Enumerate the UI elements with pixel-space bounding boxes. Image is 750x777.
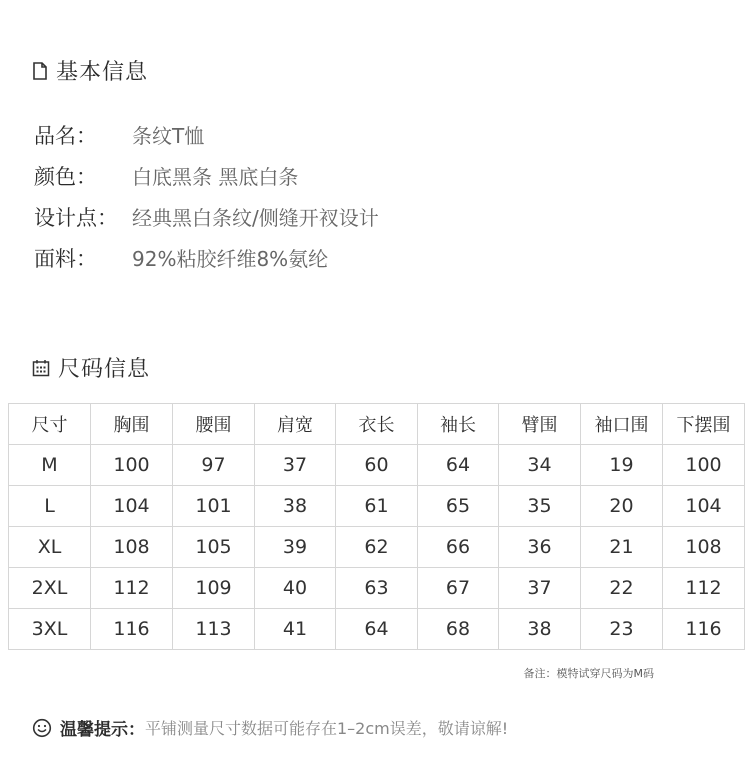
info-value: 白底黑条 黑底白条 [132, 165, 299, 189]
table-cell: 23 [581, 609, 663, 650]
table-header-cell: 臂围 [499, 404, 581, 445]
table-cell: 61 [336, 486, 418, 527]
table-cell: 109 [173, 568, 255, 609]
info-value: 条纹T恤 [132, 124, 205, 148]
tip-title: 温馨提示： [60, 720, 145, 740]
table-cell: 22 [581, 568, 663, 609]
table-cell: 38 [255, 486, 336, 527]
table-cell: 108 [663, 527, 745, 568]
info-value: 92%粘胶纤维8%氨纶 [132, 247, 329, 271]
smile-icon [32, 718, 52, 738]
table-cell: 66 [418, 527, 499, 568]
table-cell: L [9, 486, 91, 527]
table-cell: 65 [418, 486, 499, 527]
table-cell: 105 [173, 527, 255, 568]
table-header-cell: 衣长 [336, 404, 418, 445]
table-cell: 39 [255, 527, 336, 568]
table-row [9, 609, 745, 650]
basic-info-title: 基本信息 [56, 60, 149, 85]
document-icon [32, 62, 48, 80]
table-cell: 60 [336, 445, 418, 486]
table-header-cell: 肩宽 [255, 404, 336, 445]
table-cell: 37 [255, 445, 336, 486]
table-cell: 100 [663, 445, 745, 486]
table-cell: 64 [418, 445, 499, 486]
table-cell: 3XL [9, 609, 91, 650]
table-header-cell: 袖长 [418, 404, 499, 445]
table-cell: 38 [499, 609, 581, 650]
basic-info-list [34, 114, 379, 278]
table-cell: 108 [91, 527, 173, 568]
table-cell: 116 [663, 609, 745, 650]
info-row-color [34, 155, 379, 196]
info-label: 设计点： [34, 205, 118, 230]
info-value: 经典黑白条纹/侧缝开衩设计 [132, 206, 379, 230]
table-cell: 64 [336, 609, 418, 650]
size-info-title: 尺码信息 [58, 357, 151, 382]
info-label: 面料： [34, 246, 97, 271]
table-cell: XL [9, 527, 91, 568]
table-row [9, 527, 745, 568]
table-cell: 62 [336, 527, 418, 568]
table-cell: 68 [418, 609, 499, 650]
table-cell: 36 [499, 527, 581, 568]
info-row-design [34, 196, 379, 237]
table-cell: 100 [91, 445, 173, 486]
table-cell: 2XL [9, 568, 91, 609]
info-label: 品名： [34, 123, 97, 148]
table-header-cell: 袖口围 [581, 404, 663, 445]
table-cell: 19 [581, 445, 663, 486]
table-cell: M [9, 445, 91, 486]
table-header-cell: 胸围 [91, 404, 173, 445]
table-cell: 63 [336, 568, 418, 609]
calendar-icon [32, 359, 50, 377]
table-cell: 40 [255, 568, 336, 609]
size-note: 备注：模特试穿尺码为M码 [523, 667, 654, 680]
table-cell: 104 [91, 486, 173, 527]
table-cell: 34 [499, 445, 581, 486]
table-row [9, 445, 745, 486]
info-row-fabric [34, 237, 379, 278]
table-cell: 37 [499, 568, 581, 609]
table-header-row [9, 404, 745, 445]
table-header-cell: 尺寸 [9, 404, 91, 445]
table-cell: 41 [255, 609, 336, 650]
table-row [9, 568, 745, 609]
tip-section [32, 715, 508, 740]
table-header-cell: 腰围 [173, 404, 255, 445]
table-cell: 112 [91, 568, 173, 609]
basic-info-header [32, 55, 148, 86]
info-label: 颜色： [34, 164, 97, 189]
table-header-cell: 下摆围 [663, 404, 745, 445]
size-info-header [32, 352, 150, 383]
table-cell: 116 [91, 609, 173, 650]
table-row [9, 486, 745, 527]
table-cell: 101 [173, 486, 255, 527]
size-table [8, 403, 745, 650]
table-cell: 104 [663, 486, 745, 527]
table-cell: 35 [499, 486, 581, 527]
table-cell: 67 [418, 568, 499, 609]
table-cell: 21 [581, 527, 663, 568]
tip-text: 平铺测量尺寸数据可能存在1–2cm误差，敬请谅解! [145, 719, 509, 738]
table-cell: 20 [581, 486, 663, 527]
info-row-name [34, 114, 379, 155]
table-cell: 112 [663, 568, 745, 609]
table-cell: 113 [173, 609, 255, 650]
table-cell: 97 [173, 445, 255, 486]
